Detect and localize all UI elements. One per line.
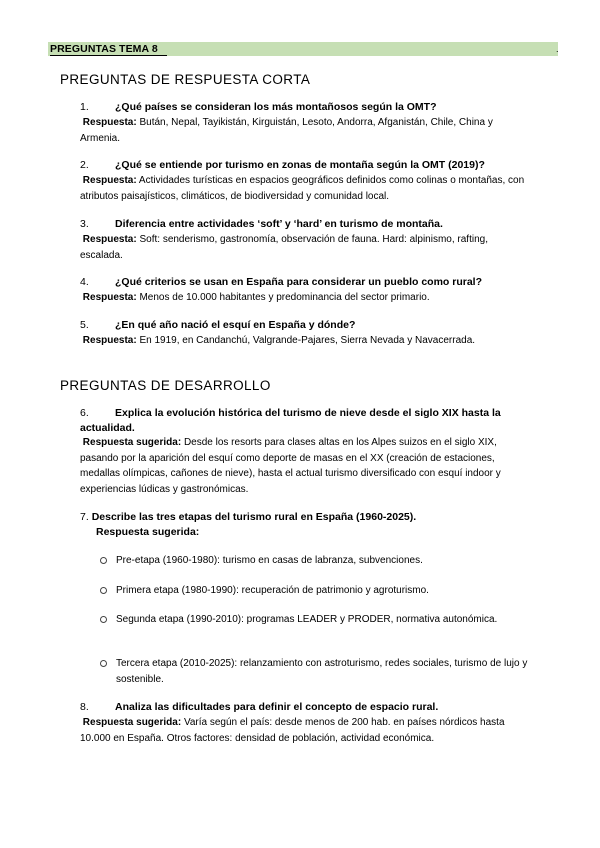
answer-text: Menos de 10.000 habitantes y predominancia del sector primario. [139, 292, 430, 303]
question-text: ¿Qué se entiende por turismo en zonas de montaña según la OMT (2019)? [115, 159, 485, 171]
question-number: 6. [80, 407, 89, 419]
hollow-bullet-icon [100, 557, 107, 564]
answer-label: Respuesta: [82, 117, 137, 128]
answer-label: Respuesta: [82, 234, 137, 245]
hollow-bullet-icon [100, 587, 107, 594]
answer-label: Respuesta: [82, 292, 137, 303]
hollow-bullet-icon [100, 660, 107, 667]
question-number: 3. [80, 218, 89, 230]
answer-text: En 1919, en Candanchú, Valgrande-Pajares, Sierra Nevada y Navacerrada. [139, 335, 476, 346]
header-trailing-mark: . [556, 44, 559, 54]
question-4 [80, 275, 520, 290]
answer-text: Varía según el país: desde menos de 200 hab. en países nórdicos hasta 10.000 en España. Otros factores: densidad de población, actividad económica. [80, 717, 505, 744]
question-1 [80, 100, 520, 115]
stage-item [100, 583, 530, 599]
answer-4 [80, 290, 525, 306]
answer-text: Actividades turísticas en espacios geográficos definidos como colinas o montañas, con atributos paisajísticos, climáticos, de biodiversidad y comunidad local. [80, 175, 525, 202]
stage-item [100, 553, 530, 569]
question-text: Explica la evolución histórica del turismo de nieve desde el siglo XIX hasta la actualidad. [80, 407, 501, 434]
question-5 [80, 318, 520, 333]
question-text: Diferencia entre actividades ‘soft’ y ‘hard’ en turismo de montaña. [115, 218, 443, 230]
header-underline [50, 55, 167, 56]
section-title-short: PREGUNTAS DE RESPUESTA CORTA [60, 72, 311, 87]
answer-5 [80, 333, 525, 349]
answer-label: Respuesta sugerida: [82, 717, 182, 728]
page-header-title: PREGUNTAS TEMA 8 [50, 43, 158, 55]
question-7 [80, 510, 416, 525]
section-title-development: PREGUNTAS DE DESARROLLO [60, 378, 271, 393]
answer-label-7: Respuesta sugerida: [96, 526, 200, 538]
question-text: ¿Qué criterios se usan en España para considerar un pueblo como rural? [115, 276, 483, 288]
hollow-bullet-icon [100, 616, 107, 623]
answer-text: Desde los resorts para clases altas en los Alpes suizos en el siglo XIX, pasando por la aparición del esquí como deporte de masas en el XX (creación de estaciones, medallas olímpicas, cañones de nieve), hasta el actual turismo diversificado con esquí indoor y experiencias lúdicas y gastronómicas. [80, 437, 501, 495]
stage-text: Segunda etapa (1990-2010): programas LEADER y PRODER, normativa autonómica. [116, 614, 498, 625]
stage-item [100, 656, 530, 687]
question-number: 7. [80, 511, 89, 523]
stage-text: Tercera etapa (2010-2025): relanzamiento con astroturismo, redes sociales, turismo de lujo y sostenible. [116, 658, 528, 685]
answer-8 [80, 715, 525, 746]
question-number: 2. [80, 159, 89, 171]
question-text: ¿En qué año nació el esquí en España y dónde? [115, 319, 356, 331]
answer-3 [80, 232, 525, 263]
question-6 [80, 406, 530, 436]
question-2 [80, 158, 520, 173]
question-number: 8. [80, 701, 89, 713]
answer-text: Bután, Nepal, Tayikistán, Kirguistán, Lesoto, Andorra, Afganistán, Chile, China y Armenia. [80, 117, 493, 144]
question-number: 4. [80, 276, 89, 288]
answer-label: Respuesta: [82, 175, 137, 186]
question-text: Analiza las dificultades para definir el concepto de espacio rural. [115, 701, 439, 713]
question-8 [80, 700, 520, 715]
answer-1 [80, 115, 525, 146]
stage-text: Pre-etapa (1960-1980): turismo en casas de labranza, subvenciones. [116, 555, 423, 566]
question-text: ¿Qué países se consideran los más montañosos según la OMT? [115, 101, 437, 113]
question-3 [80, 217, 520, 232]
question-number: 5. [80, 319, 89, 331]
question-number: 1. [80, 101, 89, 113]
answer-6 [80, 435, 525, 497]
answer-2 [80, 173, 525, 204]
answer-text: Soft: senderismo, gastronomía, observación de fauna. Hard: alpinismo, rafting, escalada. [80, 234, 488, 261]
question-text: Describe las tres etapas del turismo rural en España (1960-2025). [91, 511, 417, 523]
stage-item [100, 612, 500, 628]
answer-label: Respuesta: [82, 335, 137, 346]
stage-text: Primera etapa (1980-1990): recuperación de patrimonio y agroturismo. [116, 585, 429, 596]
answer-label: Respuesta sugerida: [82, 437, 182, 448]
